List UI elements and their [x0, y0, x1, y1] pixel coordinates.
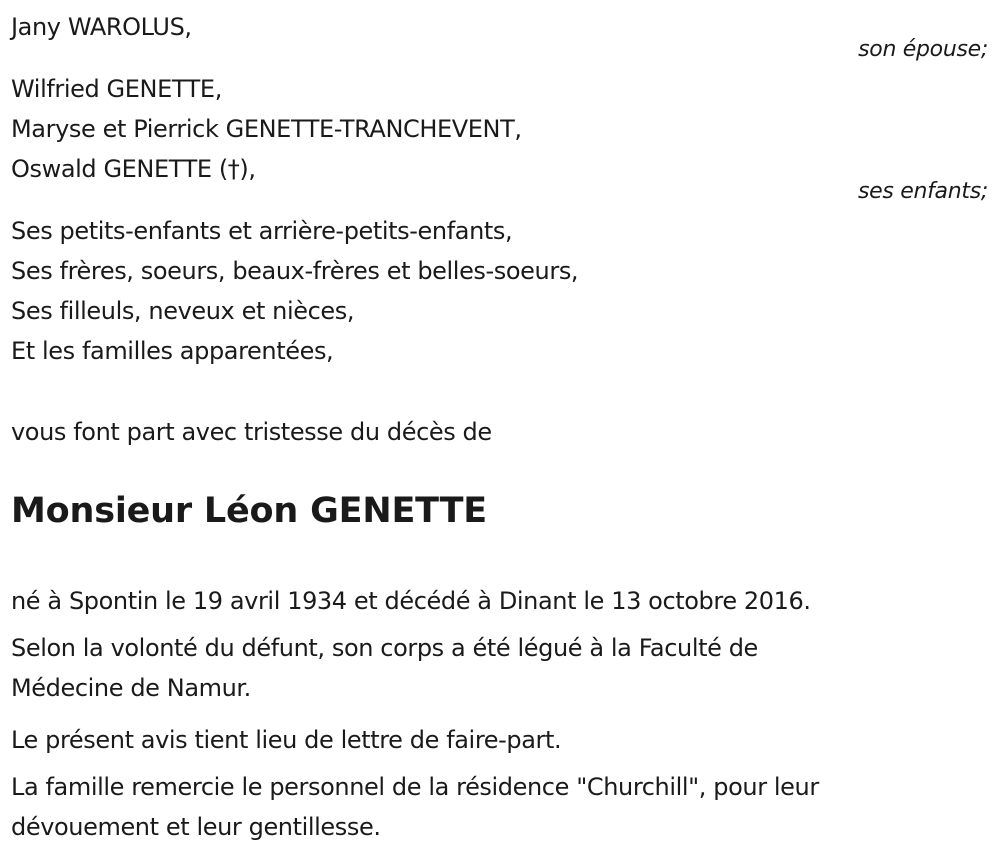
child-3: Oswald GENETTE (†),: [11, 155, 256, 183]
will-text-line-2: Médecine de Namur.: [11, 674, 251, 702]
child-2: Maryse et Pierrick GENETTE-TRANCHEVENT,: [11, 115, 522, 143]
notice-text: Le présent avis tient lieu de lettre de faire-part.: [11, 726, 562, 754]
spouse-role: son épouse;: [858, 37, 988, 62]
thanks-text-line-1: La famille remercie le personnel de la résidence "Churchill", pour leur: [11, 773, 819, 801]
will-text-line-1: Selon la volonté du défunt, son corps a été légué à la Faculté de: [11, 634, 758, 662]
relatives-3: Ses filleuls, neveux et nièces,: [11, 297, 355, 325]
relatives-4: Et les familles apparentées,: [11, 337, 334, 365]
spouse-name: Jany WAROLUS,: [11, 13, 192, 41]
thanks-text-line-2: dévouement et leur gentillesse.: [11, 813, 381, 841]
birth-death-text: né à Spontin le 19 avril 1934 et décédé à Dinant le 13 octobre 2016.: [11, 587, 811, 615]
announcement: vous font part avec tristesse du décès de: [11, 418, 492, 446]
relatives-2: Ses frères, soeurs, beaux-frères et belles-soeurs,: [11, 257, 579, 285]
deceased-name: Monsieur Léon GENETTE: [11, 491, 488, 531]
relatives-1: Ses petits-enfants et arrière-petits-enfants,: [11, 217, 513, 245]
children-role: ses enfants;: [857, 179, 988, 204]
child-1: Wilfried GENETTE,: [11, 75, 222, 103]
